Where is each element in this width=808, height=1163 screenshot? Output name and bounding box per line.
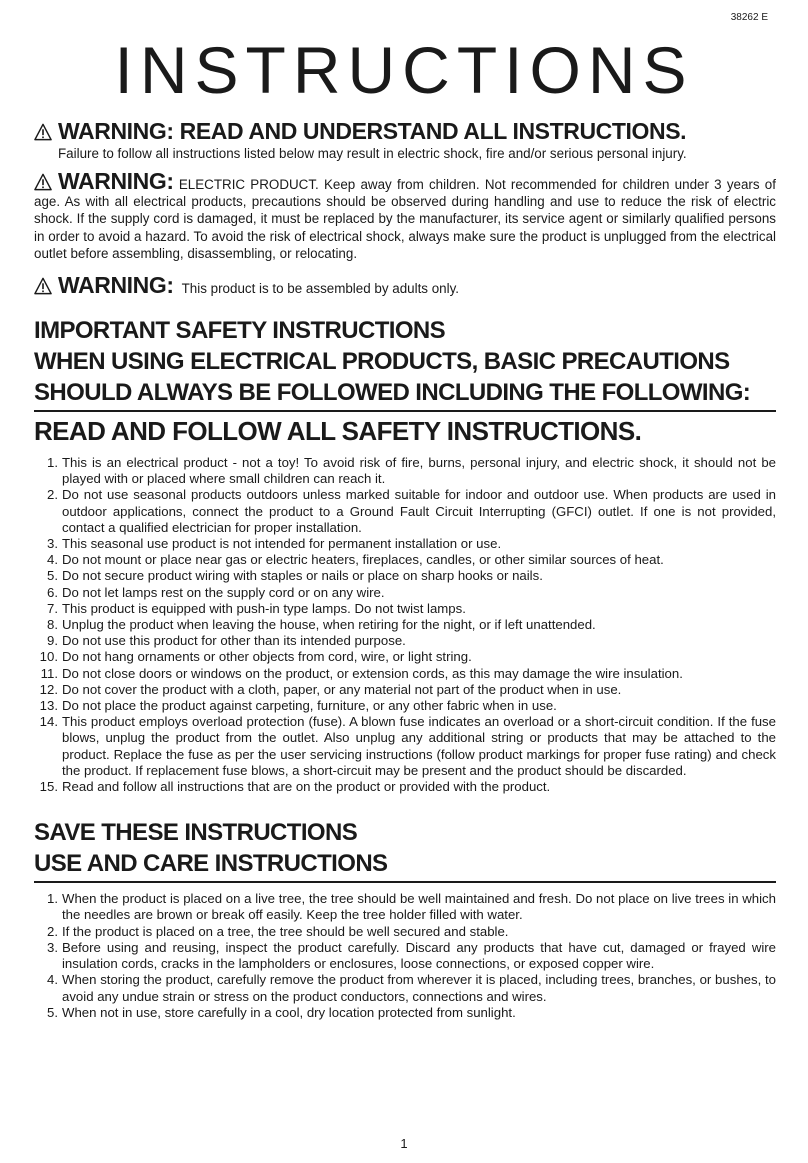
list-item-text: This is an electrical product - not a toy! To avoid risk of fire, burns, personal injury, and electric shock, it should not be played with or placed where small children can reach it.	[62, 455, 776, 487]
list-item-text: Before using and reusing, inspect the product carefully. Discard any products that have cut, damaged or frayed wire insulation cords, cracks in the lampholders or enclosures, loose connections, or exposed copper wire.	[62, 939, 776, 972]
warning-triangle-icon	[34, 123, 52, 141]
list-item-number: 1.	[47, 891, 58, 907]
list-item-text: This seasonal use product is not intended for permanent installation or use.	[62, 536, 502, 552]
list-item-number: 12.	[39, 681, 58, 697]
page-title: INSTRUCTIONS	[114, 33, 694, 107]
warning-triangle-icon	[34, 277, 52, 295]
save-instructions-heading	[34, 817, 776, 879]
list-item-number: 5.	[47, 1004, 58, 1020]
list-item-text: Do not cover the product with a cloth, paper, or any material not part of the product when in use.	[62, 681, 622, 697]
list-item	[34, 601, 776, 617]
important-line-1: IMPORTANT SAFETY INSTRUCTIONS	[34, 317, 446, 345]
list-item-number: 3.	[47, 536, 58, 552]
list-item	[34, 1005, 776, 1021]
list-item-text: When the product is placed on a live tree, the tree should be well maintained and fresh. Do not place on live trees in which the needles are brown or break off easily. Keep the tree holder filled with water.	[62, 891, 776, 923]
list-item	[34, 666, 776, 682]
list-item-text: When not in use, store carefully in a cool, dry location protected from sunlight.	[62, 1004, 516, 1020]
divider	[34, 410, 776, 412]
important-line-3: SHOULD ALWAYS BE FOLLOWED INCLUDING THE FOLLOWING:	[34, 379, 751, 407]
list-item-number: 10.	[39, 649, 58, 665]
warning-text-3: This product is to be assembled by adults only.	[181, 281, 460, 297]
list-item-number: 6.	[47, 584, 58, 600]
list-item-number: 8.	[47, 617, 58, 633]
important-safety-heading	[34, 315, 776, 408]
list-item	[34, 682, 776, 698]
list-item	[34, 617, 776, 633]
list-item	[34, 940, 776, 972]
list-item-number: 14.	[39, 714, 58, 730]
list-item	[34, 891, 776, 923]
list-item-text: Read and follow all instructions that are on the product or provided with the product.	[62, 779, 551, 795]
important-line-2: WHEN USING ELECTRICAL PRODUCTS, BASIC PRECAUTIONS	[34, 348, 730, 376]
warning-text-1: Failure to follow all instructions listed below may result in electric shock, fire and/or serious personal injury.	[58, 146, 687, 161]
list-item-number: 4.	[47, 552, 58, 568]
warning-heading-1: WARNING: READ AND UNDERSTAND ALL INSTRUCTIONS.	[58, 118, 687, 144]
list-item-text: If the product is placed on a tree, the tree should be well secured and stable.	[62, 923, 509, 939]
list-item	[34, 585, 776, 601]
list-item	[34, 487, 776, 536]
list-item	[34, 552, 776, 568]
list-item-text: Do not let lamps rest on the supply cord or on any wire.	[62, 584, 385, 600]
read-follow-heading: READ AND FOLLOW ALL SAFETY INSTRUCTIONS.	[34, 416, 642, 447]
list-item	[34, 633, 776, 649]
list-item-number: 9.	[47, 633, 58, 649]
list-item	[34, 779, 776, 795]
page-number: 1	[400, 1136, 408, 1151]
list-item	[34, 649, 776, 665]
warning-block-1	[34, 118, 776, 161]
list-item-number: 1.	[47, 455, 58, 471]
warning-block-3	[34, 272, 776, 299]
warning-block-2	[34, 168, 776, 262]
list-item-number: 7.	[47, 600, 58, 616]
list-item-number: 3.	[47, 939, 58, 955]
list-item-text: Do not secure product wiring with staples or nails or place on sharp hooks or nails.	[62, 568, 543, 584]
warning-triangle-icon	[34, 173, 52, 191]
document-code: 38262 E	[730, 12, 768, 23]
list-item-number: 15.	[39, 779, 58, 795]
list-item	[34, 698, 776, 714]
list-item-number: 4.	[47, 972, 58, 988]
save-line-1: SAVE THESE INSTRUCTIONS	[34, 819, 358, 847]
list-item-text: This product employs overload protection (fuse). A blown fuse indicates an overload or a short-circuit condition. If the fuse blows, unplug the product from the outlet. Also unplug any additional string or products that may be attached to the product. Replace the fuse as per the user servicing instructions (follow product markings for proper fuse rating) and check the product. If replacement fuse blows, a short-circuit may be present and the product should be discarded.	[62, 714, 776, 778]
list-item-number: 2.	[47, 923, 58, 939]
care-list	[34, 891, 776, 1021]
list-item	[34, 455, 776, 487]
list-item	[34, 972, 776, 1004]
warning-text-2: ELECTRIC PRODUCT. Keep away from children. Not recommended for children under 3 years of age. As with all electrical products, precautions should be observed during handling and use to reduce the risk of electric shock. If the supply cord is damaged, it must be replaced by the manufacturer, its service agent or similarly qualified persons in order to avoid a hazard. To avoid the risk of electrical shock, always make sure the product is unplugged from the electrical outlet before assembling, disassembling, or relocating.	[34, 177, 776, 261]
list-item-number: 5.	[47, 568, 58, 584]
list-item-text: Do not hang ornaments or other objects from cord, wire, or light string.	[62, 649, 472, 665]
safety-list	[34, 455, 776, 795]
list-item-text: When storing the product, carefully remove the product from wherever it is placed, including trees, branches, or bushes, to avoid any undue strain or stress on the product conductors, connections and wires.	[62, 972, 776, 1004]
list-item-number: 2.	[47, 487, 58, 503]
list-item-text: This product is equipped with push-in type lamps. Do not twist lamps.	[62, 600, 466, 616]
warning-heading-3: WARNING:	[58, 272, 174, 299]
list-item-number: 13.	[39, 698, 58, 714]
list-item-text: Do not place the product against carpeting, furniture, or any other fabric when in use.	[62, 698, 557, 714]
list-item	[34, 536, 776, 552]
list-item	[34, 924, 776, 940]
list-item-text: Unplug the product when leaving the house, when retiring for the night, or if left unattended.	[62, 617, 596, 633]
divider	[34, 881, 776, 883]
list-item-text: Do not mount or place near gas or electric heaters, fireplaces, candles, or other similar sources of heat.	[62, 552, 664, 568]
list-item-number: 11.	[40, 665, 58, 681]
list-item-text: Do not close doors or windows on the product, or extension cords, as this may damage the wire insulation.	[62, 665, 683, 681]
list-item-text: Do not use seasonal products outdoors unless marked suitable for indoor and outdoor use. When products are used in outdoor applications, connect the product to a Ground Fault Circuit Interrupting (GFCI) outlet. If one is not provided, contact a qualified electrician for proper installation.	[62, 487, 776, 535]
save-line-2: USE AND CARE INSTRUCTIONS	[34, 850, 388, 878]
list-item	[34, 568, 776, 584]
list-item	[34, 714, 776, 779]
list-item-text: Do not use this product for other than its intended purpose.	[62, 633, 406, 649]
content	[34, 118, 776, 1021]
warning-heading-2: WARNING:	[58, 168, 174, 194]
